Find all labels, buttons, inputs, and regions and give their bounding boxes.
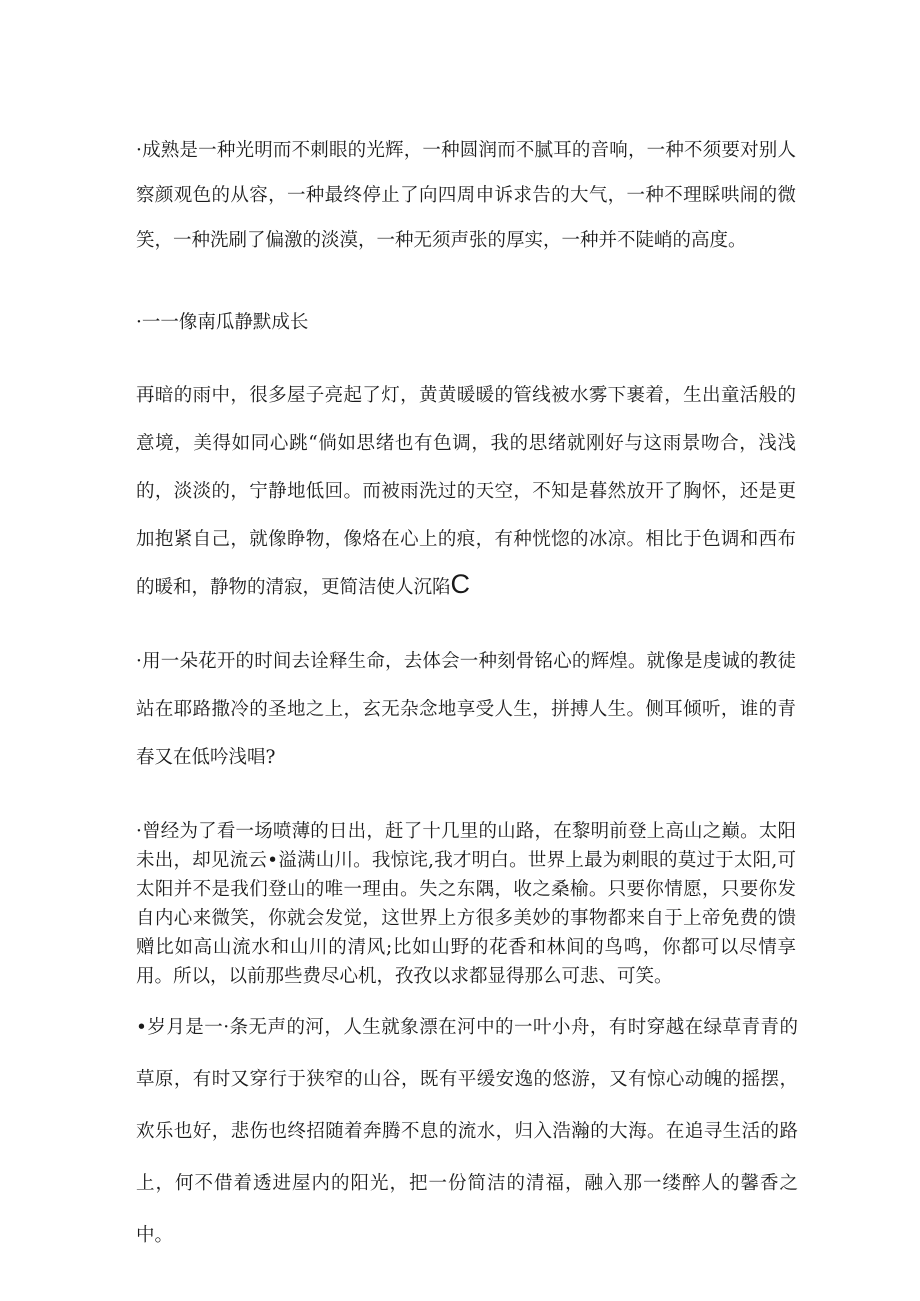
paragraph-pumpkin-heading: ·一一像南瓜静默成长 [136, 312, 309, 333]
paragraph-maturity: ·成熟是一种光明而不刺眼的光辉，一种圆润而不腻耳的音响，一种不须要对别人察颜观色的从容，一种最终停止了向四周申诉求告的大气，一种不理睬哄闹的微笑，一种洗刷了偏激的淡漠，一种无须声张的厚实，一种并不陡峭的高度。 [136, 140, 796, 251]
paragraph-sunrise: ·曾经为了看一场喷薄的日出，赶了十几里的山路，在黎明前登上高山之巅。太阳未出，却见流云•溢满山川。我惊诧,我才明白。世界上最为刺眼的莫过于太阳,可太阳并不是我们登山的唯一理由。失之东隅，收之桑榆。只要你情愿，只要你发自内心来微笑，你就会发觉，这世界上方很多美妙的事物都来自于上帝免费的馈赠比如高山流水和山川的清风;比如山野的花香和林间的鸟鸣，你都可以尽情享用。所以，以前那些费尽心机，孜孜以求都显得那么可悲、可笑。 [136, 821, 796, 987]
paragraph-rain-end-mark: C [450, 569, 471, 599]
paragraph-rain [136, 372, 796, 612]
paragraph-flower: ·用一朵花开的时间去诠释生命，去体会一种刻骨铭心的辉煌。就像是虔诚的教徒站在耶路撒冷的圣地之上，玄无杂念地享受人生，拼搏人生。侧耳倾听，谁的青春又在低吟浅唱? [136, 651, 796, 768]
paragraph-river: •岁月是一·条无声的河，人生就象漂在河中的一叶小舟，有时穿越在绿草青青的草原，有时又穿行于狭窄的山谷，既有平缓安逸的悠游，又有惊心动魄的摇摆，欢乐也好，悲伤也终招随着奔腾不息的流水，归入浩瀚的大海。在追寻生活的路上，何不借着透进屋内的阳光，把一份简洁的清福，融入那一缕醉人的馨香之中。 [136, 1017, 798, 1246]
paragraph-rain-text: 再暗的雨中，很多屋子亮起了灯，黄黄暖暖的管线被水雾下裹着，生出童活般的意境，美得如同心跳“倘如思绪也有色调，我的思绪就刚好与这雨景吻合，浅浅的，淡淡的，宁静地低回。而被雨洗过的天空，不知是暮然放开了胸怀，还是更加抱紧自己，就像睁物，像烙在心上的痕，有种恍惚的冰凉。相比于色调和西布的暖和，静物的清寂，更简洁使人沉陷 [136, 385, 796, 598]
